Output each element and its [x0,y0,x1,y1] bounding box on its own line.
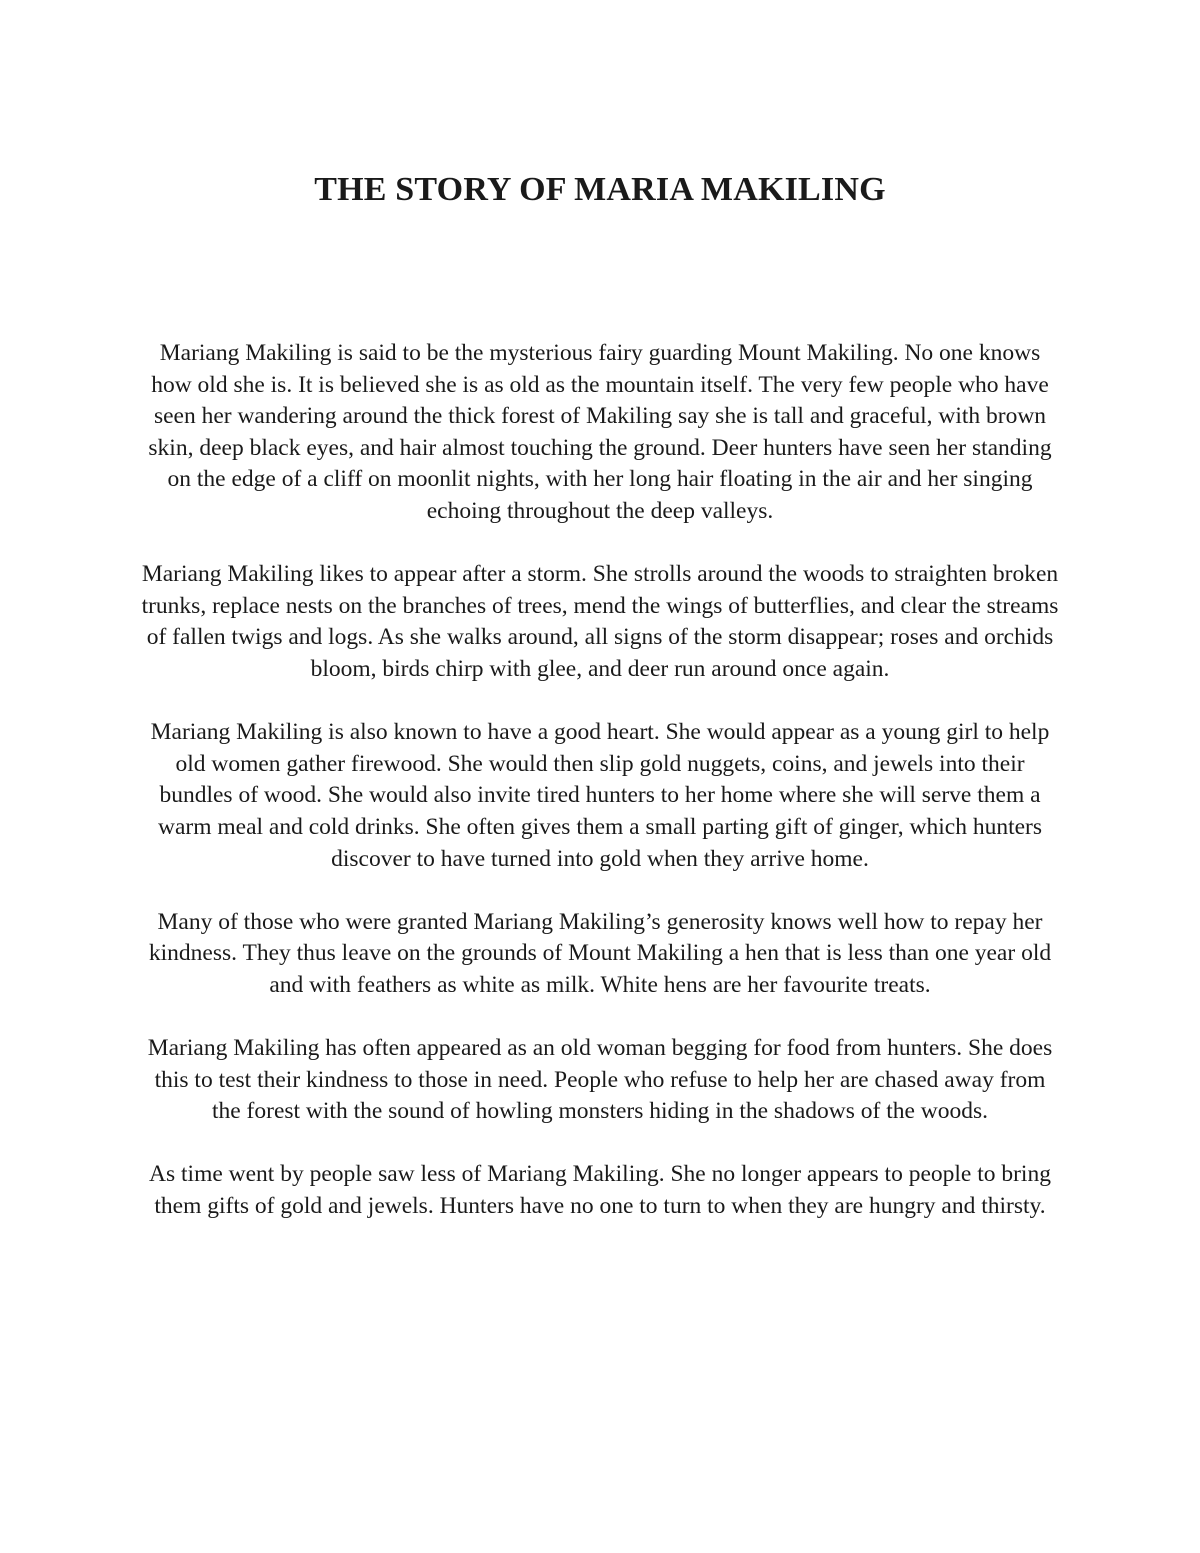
document-body [140,338,1060,1254]
paragraph-6: As time went by people saw less of Mariang Makiling. She no longer appears to people to bring them gifts of gold and jewels. Hunters have no one to turn to when they are hungry and thirsty. [149,1161,1051,1220]
document-title: THE STORY OF MARIA MAKILING [314,171,886,208]
paragraph-5: Mariang Makiling has often appeared as an old woman begging for food from hunters. She does this to test their kindness to those in need. People who refuse to help her are chased away from the forest with the sound of howling monsters hiding in the shadows of the woods. [147,1035,1053,1125]
paragraph-3: Mariang Makiling is also known to have a good heart. She would appear as a young girl to help old women gather firewood. She would then slip gold nuggets, coins, and jewels into their bundles of wood. She would also invite tired hunters to her home where she will serve them a warm meal and cold drinks. She often gives them a small parting gift of ginger, which hunters discover to have turned into gold when they arrive home. [150,719,1050,872]
paragraph-1: Mariang Makiling is said to be the mysterious fairy guarding Mount Makiling. No one knows how old she is. It is believed she is as old as the mountain itself. The very few people who have seen her wandering around the thick forest of Makiling say she is tall and graceful, with brown skin, deep black eyes, and hair almost touching the ground. Deer hunters have seen her standing on the edge of a cliff on moonlit nights, with her long hair floating in the air and her singing echoing throughout the deep valleys. [148,340,1052,524]
paragraph-2: Mariang Makiling likes to appear after a storm. She strolls around the woods to straighten broken trunks, replace nests on the branches of trees, mend the wings of butterflies, and clear the streams of fallen twigs and logs. As she walks around, all signs of the storm disappear; roses and orchids bloom, birds chirp with glee, and deer run around once again. [141,561,1059,682]
paragraph-4: Many of those who were granted Mariang Makiling’s generosity knows well how to repay her kindness. They thus leave on the grounds of Mount Makiling a hen that is less than one year old and with feathers as white as milk. White hens are her favourite treats. [148,908,1052,998]
